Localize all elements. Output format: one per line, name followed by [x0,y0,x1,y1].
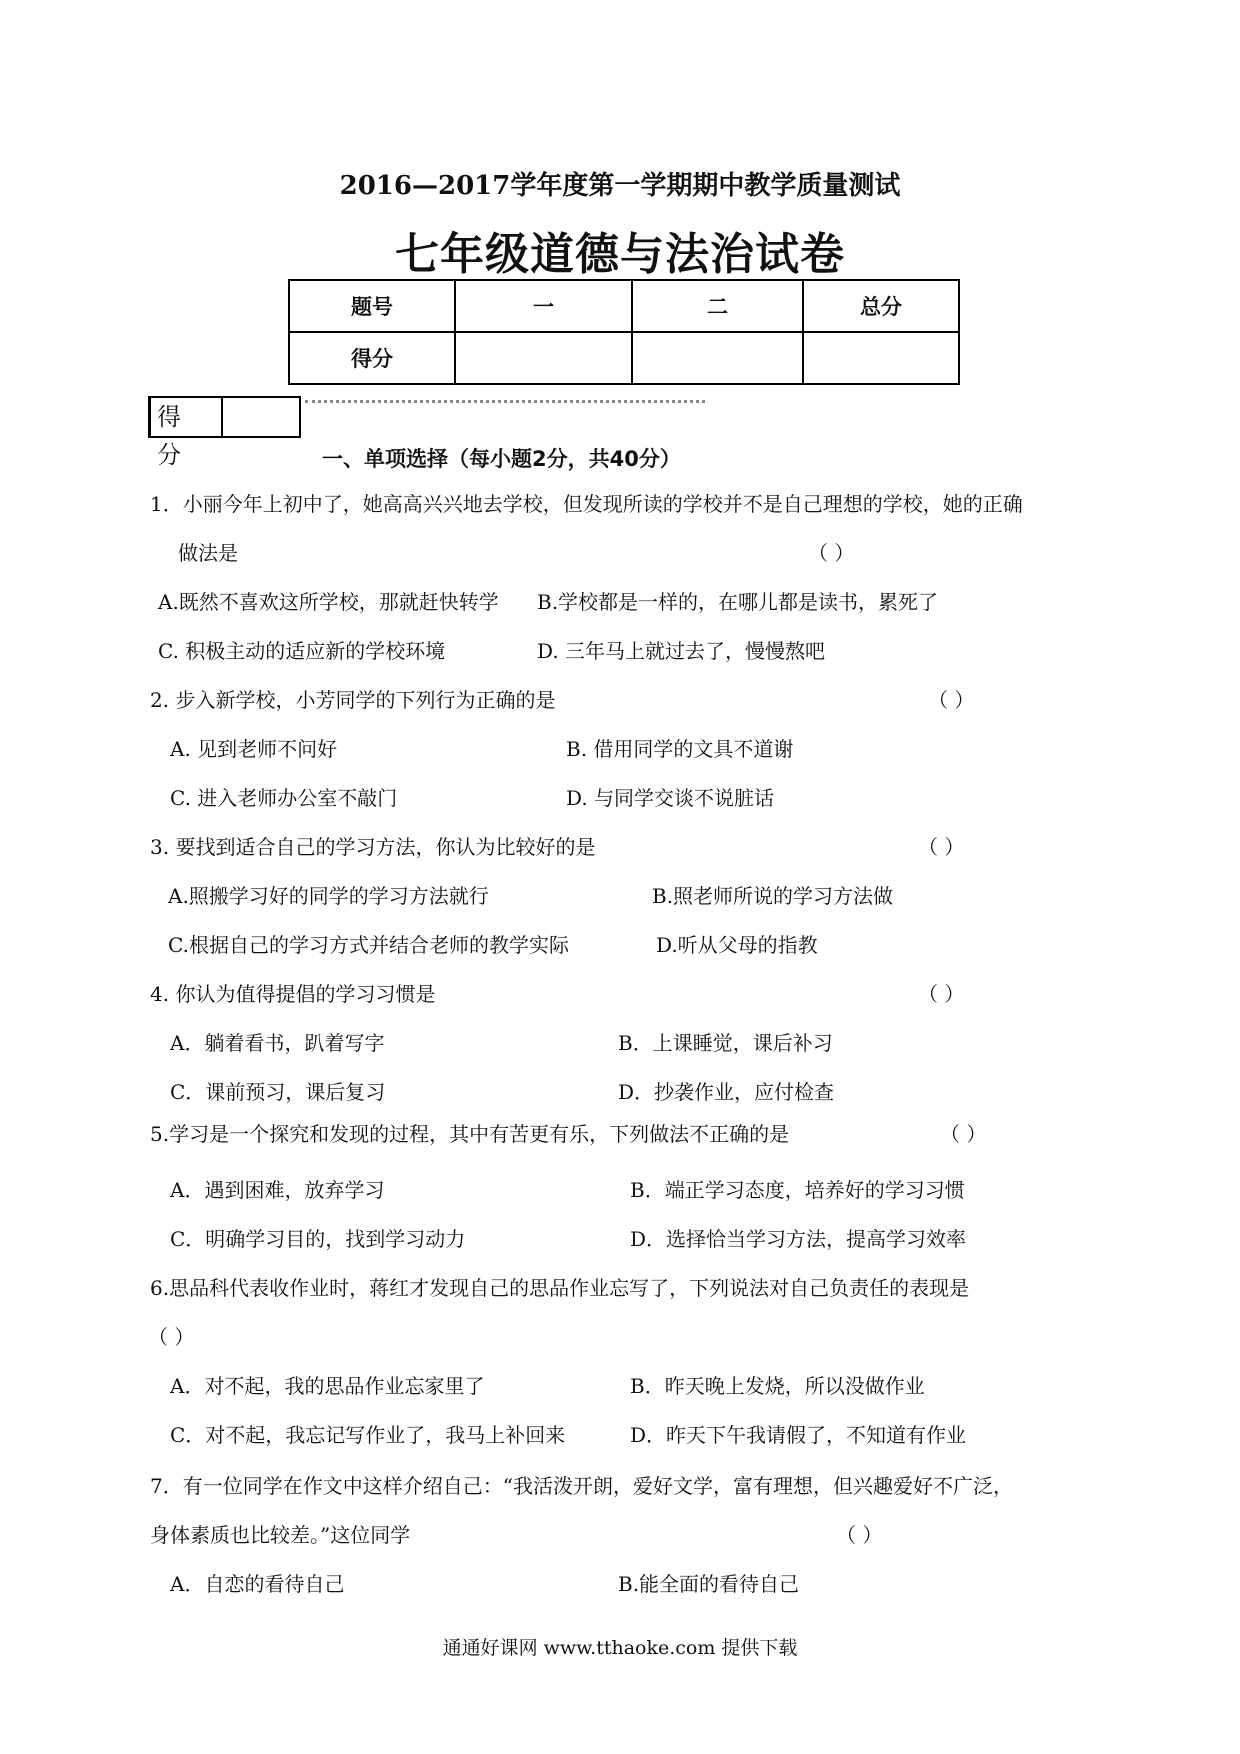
question-5-option-b: B．端正学习态度，培养好的学习习惯 [630,1178,965,1202]
score-table-score-blank [632,332,803,384]
question-1-option-c: C. 积极主动的适应新的学校环境 [158,639,446,663]
section-score-blank [223,398,299,436]
question-1-answer-bracket: （ ） [808,541,855,565]
question-3-stem: 3. 要找到适合自己的学习方法，你认为比较好的是 [150,835,596,859]
exam-title: 七年级道德与法治试卷 [395,229,845,280]
question-2-option-c: C. 进入老师办公室不敲门 [170,786,398,810]
score-table-score-label: 得分 [289,332,455,384]
question-6-answer-bracket: （ ） [148,1325,195,1349]
question-7-stem: 7．有一位同学在作文中这样介绍自己：“我活泼开朗，爱好文学，富有理想，但兴趣爱好不广泛， [150,1474,1013,1498]
question-3-answer-bracket: （ ） [918,835,965,859]
score-table-cell-section1: 一 [455,280,632,332]
page-footer: 通通好课网 www.tthaoke.com 提供下载 [442,1637,798,1659]
question-3-option-c: C.根据自己的学习方式并结合老师的教学实际 [168,933,569,957]
question-1-stem-cont: 做法是 [178,541,238,565]
score-table-cell-label: 题号 [289,280,455,332]
exam-subtitle: 2016—2017学年度第一学期期中教学质量测试 [339,171,901,201]
question-5-stem: 5.学习是一个探究和发现的过程，其中有苦更有乐，下列做法不正确的是 [150,1122,790,1146]
question-1-option-a: A.既然不喜欢这所学校，那就赶快转学 [158,590,499,614]
question-1-stem: 1．小丽今年上初中了，她高高兴兴地去学校，但发现所读的学校并不是自己理想的学校，她的正确 [150,492,1023,516]
question-3-option-d: D.听从父母的指教 [656,933,818,957]
section-score-box [148,396,301,469]
section-heading: 一、单项选择（每小题2分，共40分） [322,447,681,471]
score-table-cell-section2: 二 [632,280,803,332]
question-2-option-b: B. 借用同学的文具不道谢 [566,737,794,761]
question-4-answer-bracket: （ ） [918,982,965,1006]
question-4-option-c: C．课前预习，课后复习 [170,1080,386,1104]
question-6-option-b: B．昨天晚上发烧，所以没做作业 [630,1374,925,1398]
question-5-option-a: A．遇到困难，放弃学习 [170,1178,385,1202]
question-3-option-a: A.照搬学习好的同学的学习方法就行 [168,884,489,908]
score-table-header-row [289,280,959,332]
question-7-answer-bracket: （ ） [836,1523,883,1547]
section-score-label: 得分 [151,398,223,436]
dotted-divider [305,400,705,403]
question-4-stem: 4. 你认为值得提倡的学习习惯是 [150,982,436,1006]
question-7-option-b: B.能全面的看待自己 [618,1572,800,1596]
question-5-option-c: C．明确学习目的，找到学习动力 [170,1227,466,1251]
score-table-score-row [289,332,959,384]
question-2-stem: 2. 步入新学校，小芳同学的下列行为正确的是 [150,688,556,712]
question-6-option-a: A．对不起，我的思品作业忘家里了 [170,1374,485,1398]
question-2-option-d: D. 与同学交谈不说脏话 [566,786,775,810]
question-3-option-b: B.照老师所说的学习方法做 [652,884,894,908]
question-6-option-d: D．昨天下午我请假了，不知道有作业 [630,1423,967,1447]
question-1-option-d: D. 三年马上就过去了，慢慢熬吧 [537,639,826,663]
question-2-answer-bracket: （ ） [928,688,975,712]
question-2-option-a: A. 见到老师不问好 [170,737,338,761]
question-7-option-a: A．自恋的看待自己 [170,1572,345,1596]
question-5-option-d: D．选择恰当学习方法，提高学习效率 [630,1227,967,1251]
question-4-option-a: A．躺着看书，趴着写字 [170,1031,385,1055]
question-6-stem: 6.思品科代表收作业时，蒋红才发现自己的思品作业忘写了，下列说法对自己负责任的表现是 [150,1276,970,1300]
question-4-option-d: D．抄袭作业，应付检查 [618,1080,835,1104]
score-table-score-blank [455,332,632,384]
question-5-answer-bracket: （ ） [940,1122,987,1146]
score-table-cell-total: 总分 [803,280,959,332]
question-1-option-b: B.学校都是一样的，在哪儿都是读书，累死了 [537,590,939,614]
question-6-option-c: C．对不起，我忘记写作业了，我马上补回来 [170,1423,566,1447]
question-7-stem-cont: 身体素质也比较差。”这位同学 [150,1523,411,1547]
question-4-option-b: B．上课睡觉，课后补习 [618,1031,833,1055]
score-table-score-blank [803,332,959,384]
score-table [288,279,960,385]
